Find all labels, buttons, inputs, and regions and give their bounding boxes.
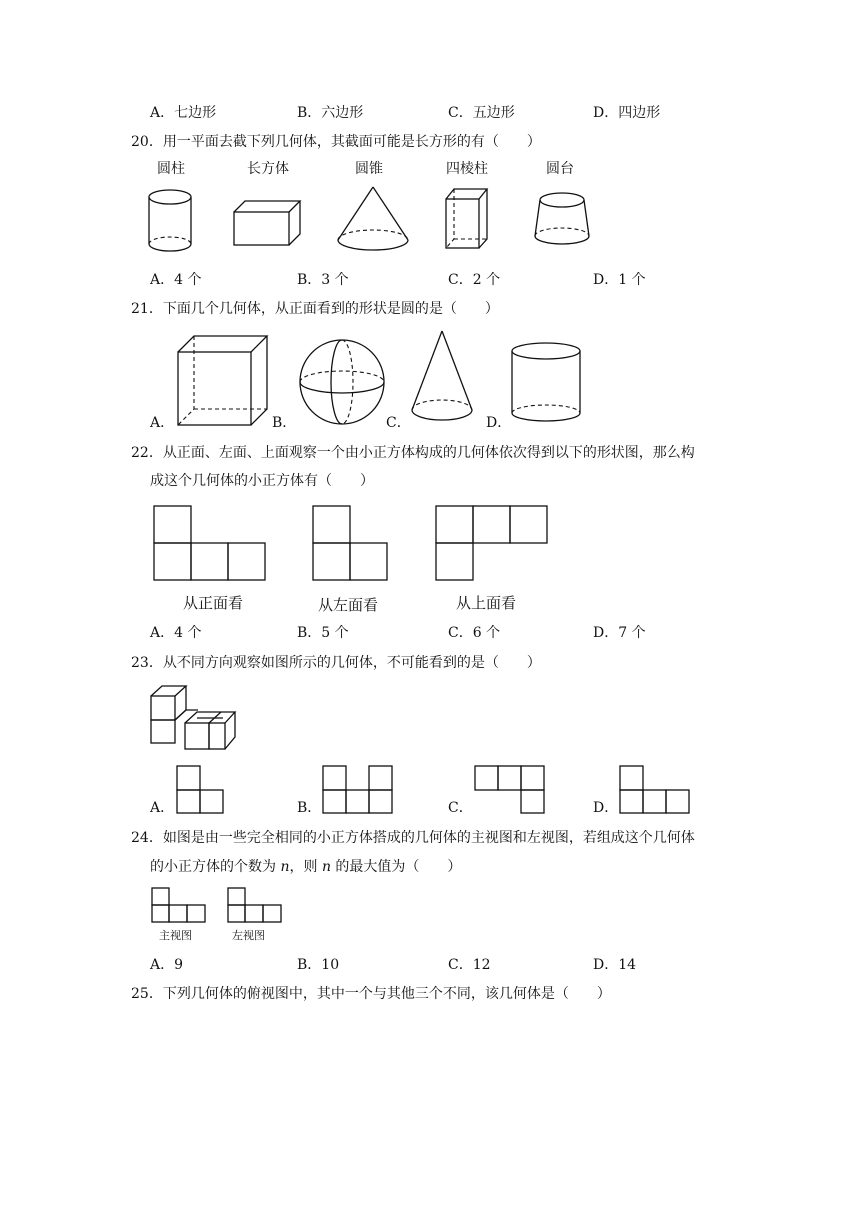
q23-option-c[interactable]: C． (448, 800, 473, 816)
q24-option-d[interactable]: D．14 (593, 957, 637, 973)
q20-option-d[interactable]: D．1 个 (593, 272, 646, 288)
q21-option-a[interactable]: A． (150, 415, 175, 431)
q21-option-b[interactable]: B． (272, 415, 297, 431)
q24-stem-mid: ，则 (289, 859, 322, 875)
q20-label-prism: 四棱柱 (446, 161, 488, 177)
q24-label-left-view: 左视图 (232, 929, 265, 942)
left-view-grid-24 (228, 888, 281, 922)
q20-label-cuboid: 长方体 (247, 161, 289, 177)
q23-stem: 23．从不同方向观察如图所示的几何体，不可能看到的是（ ） (131, 655, 541, 671)
q24-stem-post: 的最大值为（ ） (330, 859, 462, 875)
q22-label-front: 从正面看 (183, 594, 244, 612)
q24-stem-pre: 的小正方体的个数为 (150, 859, 281, 875)
main-view-grid (152, 888, 205, 922)
q22-option-a[interactable]: A．4 个 (150, 625, 202, 641)
q24-option-b[interactable]: B．10 (297, 957, 340, 973)
q22-label-top: 从上面看 (456, 594, 517, 612)
q22-option-c[interactable]: C．6 个 (448, 625, 501, 641)
q24-label-main-view: 主视图 (159, 929, 192, 942)
q19-option-d[interactable]: D．四边形 (593, 105, 661, 121)
q22-stem-line1: 22．从正面、左面、上面观察一个由小正方体构成的几何体依次得到以下的形状图，那么构 (131, 445, 695, 461)
q21-stem: 21．下面几个几何体，从正面看到的形状是圆的是（ ） (131, 301, 499, 317)
q22-label-left: 从左面看 (318, 596, 379, 614)
q24-option-c[interactable]: C．12 (448, 957, 491, 973)
q20-option-b[interactable]: B．3 个 (297, 272, 349, 288)
q23-option-a[interactable]: A． (150, 800, 175, 816)
q20-label-frustum: 圆台 (546, 161, 574, 177)
q21-option-d[interactable]: D． (486, 415, 512, 431)
q23-option-b[interactable]: B． (297, 800, 322, 816)
q20-stem: 20．用一平面去截下列几何体，其截面可能是长方形的有（ ） (131, 134, 541, 150)
q22-stem-line2: 成这个几何体的小正方体有（ ） (150, 473, 374, 489)
q24-option-a[interactable]: A．9 (150, 957, 184, 973)
q24-var-n-1: n (280, 859, 290, 875)
q24-stem-line1: 24．如图是由一些完全相同的小正方体搭成的几何体的主视图和左视图，若组成这个几何体 (131, 830, 695, 846)
q19-option-c[interactable]: C．五边形 (448, 105, 515, 121)
q19-option-b[interactable]: B．六边形 (297, 105, 364, 121)
q21-option-c[interactable]: C． (386, 415, 411, 431)
q22-option-d[interactable]: D．7 个 (593, 625, 646, 641)
q25-stem: 25．下列几何体的俯视图中，其中一个与其他三个不同，该几何体是（ ） (131, 986, 611, 1002)
q23-option-d[interactable]: D． (593, 800, 619, 816)
q20-option-c[interactable]: C．2 个 (448, 272, 501, 288)
q20-label-cone: 圆锥 (355, 161, 383, 177)
q19-option-a[interactable]: A．七边形 (150, 105, 217, 121)
q20-option-a[interactable]: A．4 个 (150, 272, 202, 288)
q24-var-n-2: n (321, 859, 331, 875)
q22-option-b[interactable]: B．5 个 (297, 625, 349, 641)
q20-label-cylinder: 圆柱 (157, 161, 185, 177)
